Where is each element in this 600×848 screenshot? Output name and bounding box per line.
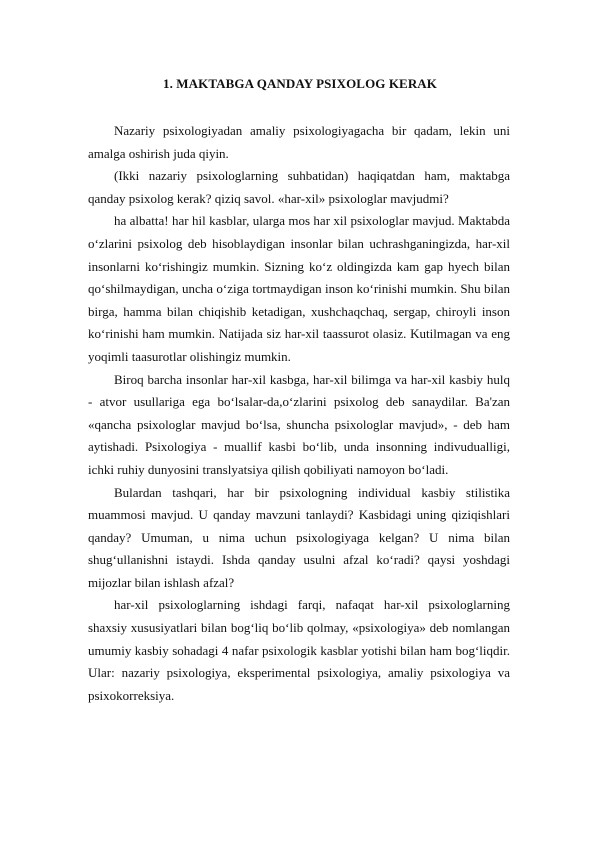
paragraph-4: Biroq barcha insonlar har-xil kasbga, har-xil bilimga va har-xil kasbiy hulq - atvor usullariga ega bo‘lsalar-da,o‘zlarini psixolog deb sanaydilar. Ba'zan «qancha psixologlar mavjud bo‘lsa, shuncha psixologlar mavjud», - deb ham aytishadi. Psixologiya - muallif kasbi bo‘lib, unda insonning indivudualligi, ichki ruhiy dunyosini translyatsiya qilish qobiliyati namoyon bo‘ladi. — [88, 371, 510, 477]
paragraph-5: Bulardan tashqari, har bir psixologning individual kasbiy stilistika muammosi mavjud. U qanday mavzuni tanlaydi? Kasbidagi uning qiziqishlari qanday? Umuman, u nima uchun psixologiyaga kelgan? U nima bilan shug‘ullanishni istaydi. Ishda qanday usulni afzal ko‘radi? qaysi yoshdagi mijozlar bilan ishlash afzal? — [88, 484, 510, 590]
paragraph-1: Nazariy psixologiyadan amaliy psixologiyagacha bir qadam, lekin uni amalga oshirish juda qiyin. — [88, 123, 510, 161]
page-title: 1. MAKTABGA QANDAY PSIXOLOG KERAK — [162, 76, 438, 91]
paragraph-3: ha albatta! har hil kasblar, ularga mos har xil psixologlar mavjud. Maktabda o‘zlarini psixolog deb hisoblaydigan insonlar bilan uchrashganingizda, har-xil insonlarni ko‘rishingiz mumkin. Sizning ko‘z oldingizda kam gap hyech bilan qo‘shilmaydigan, uncha o‘ziga tortmaydigan inson ko‘rinishi mumkin. Shu bilan birga, hamma bilan chiqishib ketadigan, xushchaqchaq, sergap, chiroyli inson ko‘rinishi ham mumkin. Natijada siz har-xil taassurot olasiz. Kutilmagan va eng yoqimli taasurotlar olishingiz mumkin. — [88, 213, 510, 364]
paragraph-2: (Ikki nazariy psixologlarning suhbatidan) haqiqatdan ham, maktabga qanday psixolog kerak? qiziq savol. «har-xil» psixologlar mavjudmi? — [88, 168, 510, 206]
document-body — [88, 120, 510, 707]
paragraph-6: har-xil psixologlarning ishdagi farqi, nafaqat har-xil psixologlarning shaxsiy xususiyatlari bilan bog‘liq bo‘lib qolmay, «psixologiya» deb nomlangan umumiy kasbiy sohadagi 4 nafar psixologik kasblar yotishi bilan ham bog‘liqdir. Ular: nazariy psixologiya, eksperimental psixologiya, amaliy psixologiya va psixokorreksiya. — [88, 597, 510, 703]
